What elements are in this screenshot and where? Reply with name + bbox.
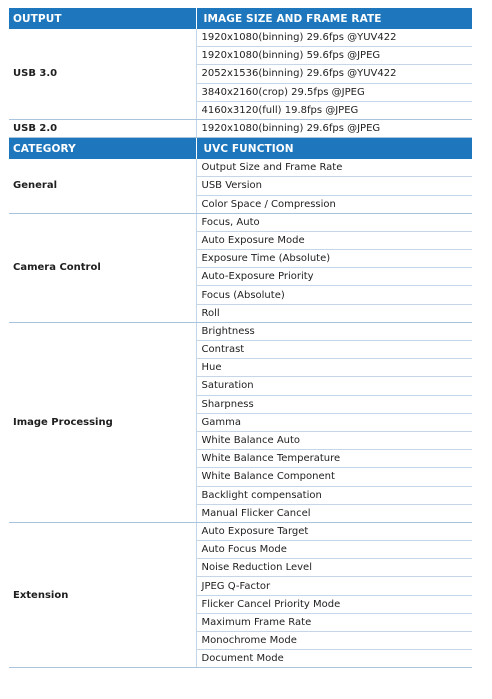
row-value: Auto-Exposure Priority (196, 268, 472, 286)
category-section-header-2: UVC FUNCTION (196, 138, 472, 160)
spec-table-body (9, 8, 472, 668)
row-value: Manual Flicker Cancel (196, 504, 472, 522)
row-value: Focus (Absolute) (196, 286, 472, 304)
row-value: White Balance Component (196, 468, 472, 486)
row-value: Flicker Cancel Priority Mode (196, 595, 472, 613)
row-value: Maximum Frame Rate (196, 613, 472, 631)
row-value: Document Mode (196, 650, 472, 668)
row-value: 1920x1080(binning) 29.6fps @YUV422 (196, 29, 472, 47)
row-value: Gamma (196, 413, 472, 431)
output-section-header-row (9, 8, 472, 29)
group-label-extension: Extension (9, 522, 196, 668)
row-value: Auto Exposure Target (196, 522, 472, 540)
table-row (9, 522, 472, 540)
row-value: 1920x1080(binning) 29.6fps @JPEG (196, 119, 472, 137)
group-label-usb-2-0: USB 2.0 (9, 119, 196, 137)
category-section-header-row (9, 138, 472, 160)
row-value: Auto Focus Mode (196, 541, 472, 559)
row-value: Noise Reduction Level (196, 559, 472, 577)
table-row (9, 213, 472, 231)
category-section-header-1: CATEGORY (9, 138, 196, 160)
row-value: Contrast (196, 341, 472, 359)
row-value: Brightness (196, 322, 472, 340)
row-value: Backlight compensation (196, 486, 472, 504)
row-value: Sharpness (196, 395, 472, 413)
row-value: Exposure Time (Absolute) (196, 250, 472, 268)
row-value: Roll (196, 304, 472, 322)
row-value: 4160x3120(full) 19.8fps @JPEG (196, 101, 472, 119)
group-label-camera-control: Camera Control (9, 213, 196, 322)
table-row (9, 29, 472, 47)
row-value: USB Version (196, 177, 472, 195)
output-section-header-1: OUTPUT (9, 8, 196, 29)
group-label-usb-3-0: USB 3.0 (9, 29, 196, 119)
row-value: Output Size and Frame Rate (196, 159, 472, 177)
group-label-general: General (9, 159, 196, 213)
row-value: White Balance Temperature (196, 450, 472, 468)
camera-spec-table (9, 8, 472, 668)
row-value: Monochrome Mode (196, 632, 472, 650)
row-value: Focus, Auto (196, 213, 472, 231)
row-value: White Balance Auto (196, 431, 472, 449)
table-row (9, 159, 472, 177)
row-value: Hue (196, 359, 472, 377)
row-value: JPEG Q-Factor (196, 577, 472, 595)
row-value: Auto Exposure Mode (196, 231, 472, 249)
row-value: Saturation (196, 377, 472, 395)
table-row (9, 119, 472, 137)
output-section-header-2: IMAGE SIZE AND FRAME RATE (196, 8, 472, 29)
row-value: 1920x1080(binning) 59.6fps @JPEG (196, 47, 472, 65)
row-value: 2052x1536(binning) 29.6fps @YUV422 (196, 65, 472, 83)
row-value: 3840x2160(crop) 29.5fps @JPEG (196, 83, 472, 101)
group-label-image-processing: Image Processing (9, 322, 196, 522)
row-value: Color Space / Compression (196, 195, 472, 213)
table-row (9, 322, 472, 340)
